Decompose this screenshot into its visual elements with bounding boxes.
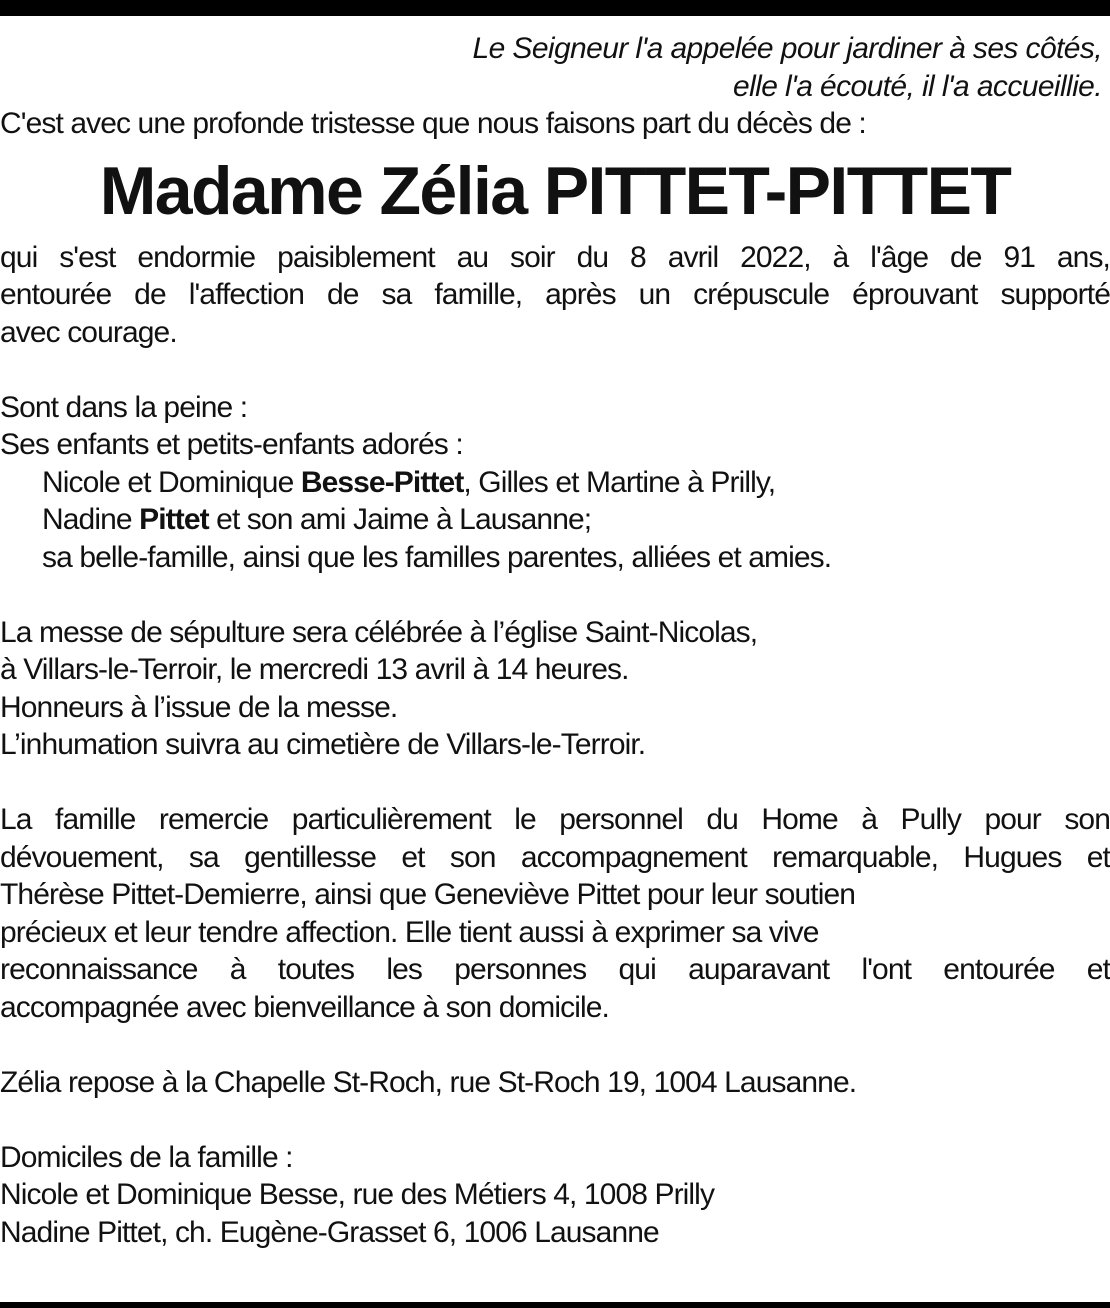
family-homes-section	[0, 1139, 1110, 1252]
mourner-text: Nicole et Dominique	[42, 465, 301, 499]
paragraph-line: dévouement, sa gentillesse et son accompagnement remarquable, Hugues et	[0, 840, 1110, 874]
paragraph-line: Thérèse Pittet-Demierre, ainsi que Geneviève Pittet pour leur soutien	[0, 878, 856, 911]
deceased-name-heading: Madame Zélia PITTET-PITTET	[99, 152, 1011, 229]
passing-paragraph	[0, 239, 1110, 352]
epigraph-line: Le Seigneur l'a appelée pour jardiner à ses côtés,	[472, 32, 1102, 65]
mourner-surname: Pittet	[139, 503, 209, 536]
ceremony-line: L’inhumation suivra au cimetière de Villars-le-Terroir.	[0, 728, 646, 761]
top-border-rule	[0, 0, 1110, 16]
paragraph-line: reconnaissance à toutes les personnes qui auparavant l'ont entourée et	[0, 953, 1110, 986]
paragraph-line: accompagnée avec bienveillance à son domicile.	[0, 990, 609, 1024]
family-homes-heading: Domiciles de la famille :	[0, 1140, 293, 1174]
family-address: Nadine Pittet, ch. Eugène-Grasset 6, 1006 Lausanne	[0, 1215, 659, 1249]
announcement-intro: C'est avec une profonde tristesse que nous faisons part du décès de :	[0, 107, 866, 140]
mourners-subheading: Ses enfants et petits-enfants adorés :	[0, 428, 463, 461]
paragraph-line: qui s'est endormie paisiblement au soir du 8 avril 2022, à l'âge de 91 ans,	[0, 240, 1110, 274]
thanks-paragraph	[0, 801, 1110, 1026]
mourner-text: , Gilles et Martine à Prilly,	[463, 465, 776, 499]
mourner-text: et son ami Jaime à Lausanne;	[208, 503, 592, 536]
mourner-entry	[0, 464, 1110, 502]
paragraph-line: La famille remercie particulièrement le personnel du Home à Pully pour son	[0, 803, 1110, 836]
mourner-text: Nadine	[42, 503, 140, 536]
bottom-border-rule	[0, 1302, 1110, 1308]
mourner-surname: Besse-Pittet	[300, 465, 464, 499]
paragraph-line: avec courage.	[0, 315, 177, 349]
ceremony-line: Honneurs à l’issue de la messe.	[0, 690, 398, 724]
resting-place: Zélia repose à la Chapelle St-Roch, rue St-Roch 19, 1004 Lausanne.	[0, 1065, 857, 1099]
paragraph-line: entourée de l'affection de sa famille, après un crépuscule éprouvant supporté	[0, 278, 1110, 311]
paragraph-line: précieux et leur tendre affection. Elle tient aussi à exprimer sa vive	[0, 915, 819, 949]
family-address: Nicole et Dominique Besse, rue des Métiers 4, 1008 Prilly	[0, 1178, 715, 1211]
mourner-entry: sa belle-famille, ainsi que les familles parentes, alliées et amies.	[42, 540, 832, 574]
ceremony-line: La messe de sépulture sera célébrée à l’église Saint-Nicolas,	[0, 615, 758, 649]
ceremony-line: à Villars-le-Terroir, le mercredi 13 avril à 14 heures.	[0, 653, 629, 686]
obituary-notice	[0, 30, 1110, 1251]
epigraph-line: elle l'a écouté, il l'a accueillie.	[732, 69, 1102, 103]
mourners-section	[0, 389, 1110, 577]
mourners-heading: Sont dans la peine :	[0, 390, 248, 424]
epigraph-quote	[0, 30, 1110, 105]
mourner-entry	[0, 501, 1110, 539]
ceremony-section	[0, 614, 1110, 764]
